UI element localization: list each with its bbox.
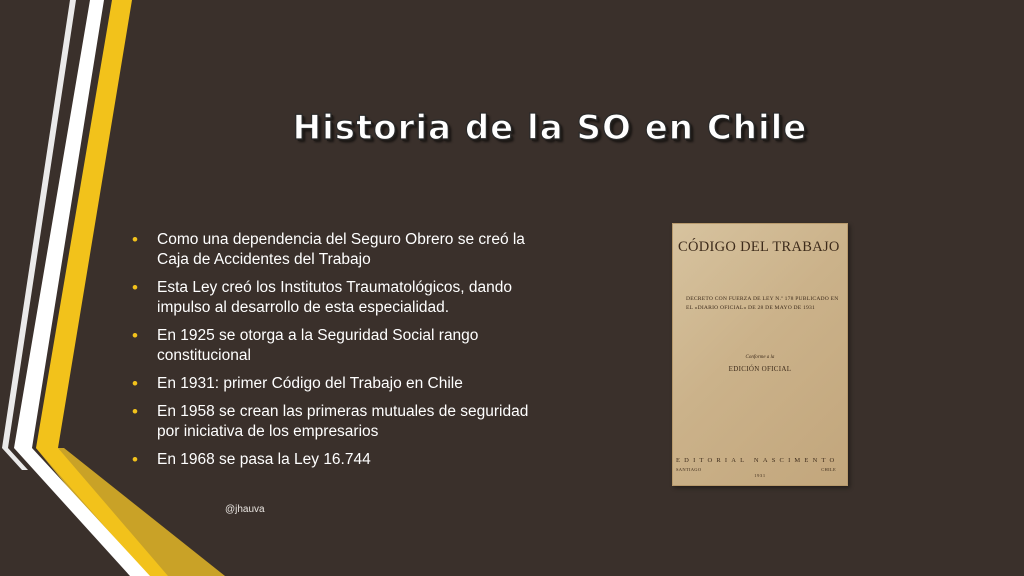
author-credit: @jhauva <box>225 504 265 515</box>
bullet-dot-icon: • <box>132 402 138 421</box>
book-edition-text: EDICIÓN OFICIAL <box>728 365 792 373</box>
bullet-list <box>130 230 540 478</box>
book-year: 1931 <box>754 473 766 478</box>
bullet-item <box>130 230 540 270</box>
bullet-dot-icon: • <box>132 278 138 297</box>
bullet-text: En 1968 se pasa la Ley 16.744 <box>157 451 371 468</box>
bullet-text: Esta Ley creó los Institutos Traumatológicos, dando impulso al desarrollo de esta especialidad. <box>157 279 512 316</box>
bullet-text: Como una dependencia del Seguro Obrero se creó la Caja de Accidentes del Trabajo <box>157 231 525 268</box>
slide-title: Historia de la SO en Chile <box>292 108 808 148</box>
book-city: SANTIAGO <box>676 467 702 472</box>
book-conforme-text: Conforme a la <box>745 355 775 360</box>
bullet-item <box>130 374 540 394</box>
bullet-item <box>130 278 540 318</box>
bullet-item <box>130 402 540 442</box>
book-country: CHILE <box>821 467 836 472</box>
book-title: CÓDIGO DEL TRABAJO <box>678 239 840 255</box>
bullet-text: En 1925 se otorga a la Seguridad Social rango constitucional <box>157 327 479 364</box>
bullet-text: En 1958 se crean las primeras mutuales de seguridad por iniciativa de los empresarios <box>157 403 529 440</box>
book-decree-text: DECRETO CON FUERZA DE LEY N.º 178 PUBLICADO EN EL «DIARIO OFICIAL» DE 28 DE MAYO DE 1931 <box>686 296 839 311</box>
bullet-dot-icon: • <box>132 230 138 249</box>
bullet-dot-icon: • <box>132 326 138 345</box>
bullet-dot-icon: • <box>132 374 138 393</box>
bullet-item <box>130 450 540 470</box>
bullet-dot-icon: • <box>132 450 138 469</box>
bullet-text: En 1931: primer Código del Trabajo en Chile <box>157 375 463 392</box>
book-publisher: EDITORIAL NASCIMENTO <box>676 457 839 464</box>
book-cover-image <box>672 223 848 486</box>
bullet-item <box>130 326 540 366</box>
